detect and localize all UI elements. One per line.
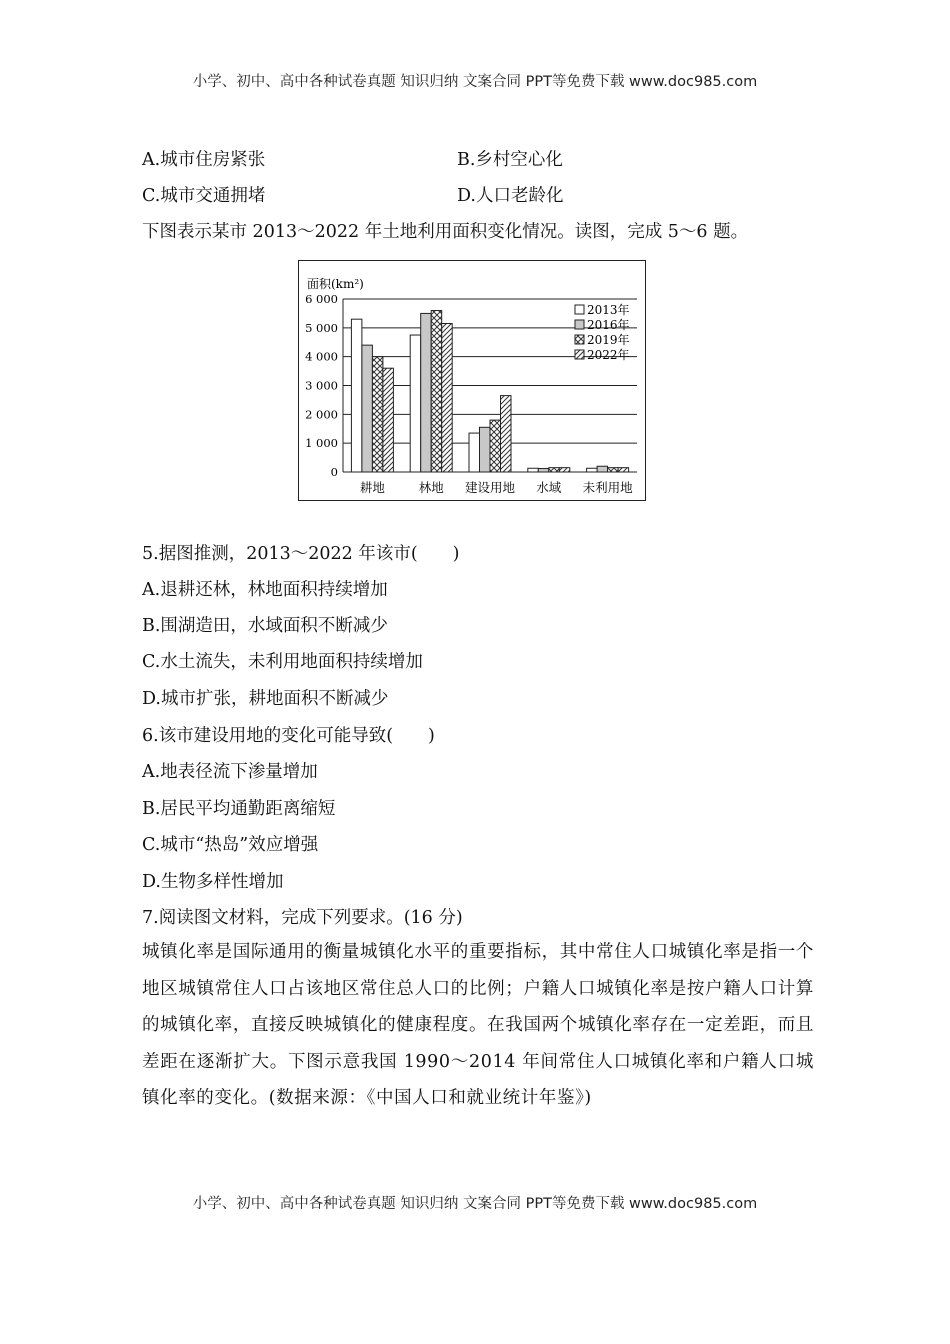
q6-stem: 6.该市建设用地的变化可能导致( ) bbox=[142, 726, 435, 746]
bar-2013年-林地 bbox=[410, 335, 421, 472]
y-tick-label: 6 000 bbox=[305, 292, 338, 306]
legend-swatch bbox=[575, 350, 584, 359]
land-use-chart-svg bbox=[299, 261, 644, 499]
q7-material: 城镇化率是国际通用的衡量城镇化水平的重要指标，其中常住人口城镇化率是指一个地区城镇常住人口占该地区常住总人口的比例；户籍人口城镇化率是按户籍人口计算的城镇化率，直接反映城镇化的健康程度。在我国两个城镇化率存在一定差距，而且差距在逐渐扩大。下图示意我国 1990～2014 年间常住人口城镇化率和户籍人口城镇化率的变化。(数据来源：《中国人口和就业统计年鉴》) bbox=[142, 942, 814, 1108]
bar-2022年-未利用地 bbox=[618, 468, 629, 472]
bar-2022年-耕地 bbox=[383, 368, 394, 472]
bar-2022年-建设用地 bbox=[501, 396, 512, 472]
x-tick-label: 建设用地 bbox=[464, 480, 516, 495]
bar-2022年-水域 bbox=[559, 468, 570, 472]
legend-label: 2016年 bbox=[587, 318, 630, 332]
x-tick-label: 林地 bbox=[418, 480, 444, 495]
bar-2016年-水域 bbox=[538, 469, 549, 472]
y-tick-label: 0 bbox=[330, 465, 338, 479]
y-tick-label: 4 000 bbox=[305, 349, 338, 364]
bar-2013年-水域 bbox=[528, 468, 539, 472]
bar-2013年-建设用地 bbox=[469, 433, 480, 472]
q5-6-intro: 下图表示某市 2013～2022 年土地利用面积变化情况。读图，完成 5～6 题。 bbox=[142, 222, 749, 242]
page-header: 小学、初中、高中各种试卷真题 知识归纳 文案合同 PPT等免费下载 www.doc985.com bbox=[192, 74, 758, 90]
bar-2016年-耕地 bbox=[362, 345, 373, 472]
y-axis-label: 面积(km²) bbox=[307, 277, 364, 291]
legend-swatch bbox=[575, 305, 584, 314]
q4-option-a: A.城市住房紧张 bbox=[142, 150, 266, 170]
q5-option-c: C.水土流失，未利用地面积持续增加 bbox=[142, 652, 423, 672]
y-tick-label: 5 000 bbox=[305, 320, 338, 335]
q6-option-d: D.生物多样性增加 bbox=[142, 872, 284, 892]
bar-2016年-林地 bbox=[421, 313, 432, 472]
bar-2016年-建设用地 bbox=[480, 427, 491, 472]
y-tick-label: 2 000 bbox=[305, 407, 338, 422]
q5-stem: 5.据图推测，2013～2022 年该市( ) bbox=[142, 544, 460, 564]
q5-option-a: A.退耕还林，林地面积持续增加 bbox=[142, 580, 388, 600]
bar-2019年-耕地 bbox=[372, 357, 383, 472]
legend-label: 2013年 bbox=[587, 303, 630, 317]
q4-option-b: B.乡村空心化 bbox=[457, 150, 563, 170]
q7-stem: 7.阅读图文材料，完成下列要求。(16 分) bbox=[142, 908, 463, 928]
q6-option-a: A.地表径流下渗量增加 bbox=[142, 762, 318, 782]
bar-2013年-耕地 bbox=[351, 319, 362, 472]
x-tick-label: 耕地 bbox=[359, 480, 385, 495]
land-use-chart bbox=[298, 260, 646, 501]
x-tick-label: 未利用地 bbox=[582, 480, 633, 495]
bar-2019年-未利用地 bbox=[608, 468, 619, 472]
q5-option-b: B.围湖造田，水域面积不断减少 bbox=[142, 616, 388, 636]
bar-2013年-未利用地 bbox=[587, 468, 598, 472]
legend-swatch bbox=[575, 335, 584, 344]
page-footer: 小学、初中、高中各种试卷真题 知识归纳 文案合同 PPT等免费下载 www.doc985.com bbox=[192, 1196, 758, 1212]
bar-2016年-未利用地 bbox=[597, 466, 608, 472]
legend-label: 2022年 bbox=[587, 348, 630, 362]
y-tick-label: 1 000 bbox=[305, 436, 338, 451]
q5-option-d: D.城市扩张，耕地面积不断减少 bbox=[142, 689, 389, 709]
x-tick-label: 水域 bbox=[536, 480, 562, 495]
y-tick-label: 3 000 bbox=[305, 378, 338, 393]
q6-option-c: C.城市“热岛”效应增强 bbox=[142, 835, 319, 855]
bar-2019年-水域 bbox=[549, 468, 560, 472]
legend-label: 2019年 bbox=[587, 333, 630, 347]
bar-2019年-建设用地 bbox=[490, 420, 501, 472]
bar-2022年-林地 bbox=[442, 324, 453, 472]
bar-2019年-林地 bbox=[431, 311, 442, 472]
q4-option-c: C.城市交通拥堵 bbox=[142, 186, 266, 206]
q6-option-b: B.居民平均通勤距离缩短 bbox=[142, 799, 336, 819]
q4-option-d: D.人口老龄化 bbox=[457, 186, 564, 206]
legend-swatch bbox=[575, 320, 584, 329]
